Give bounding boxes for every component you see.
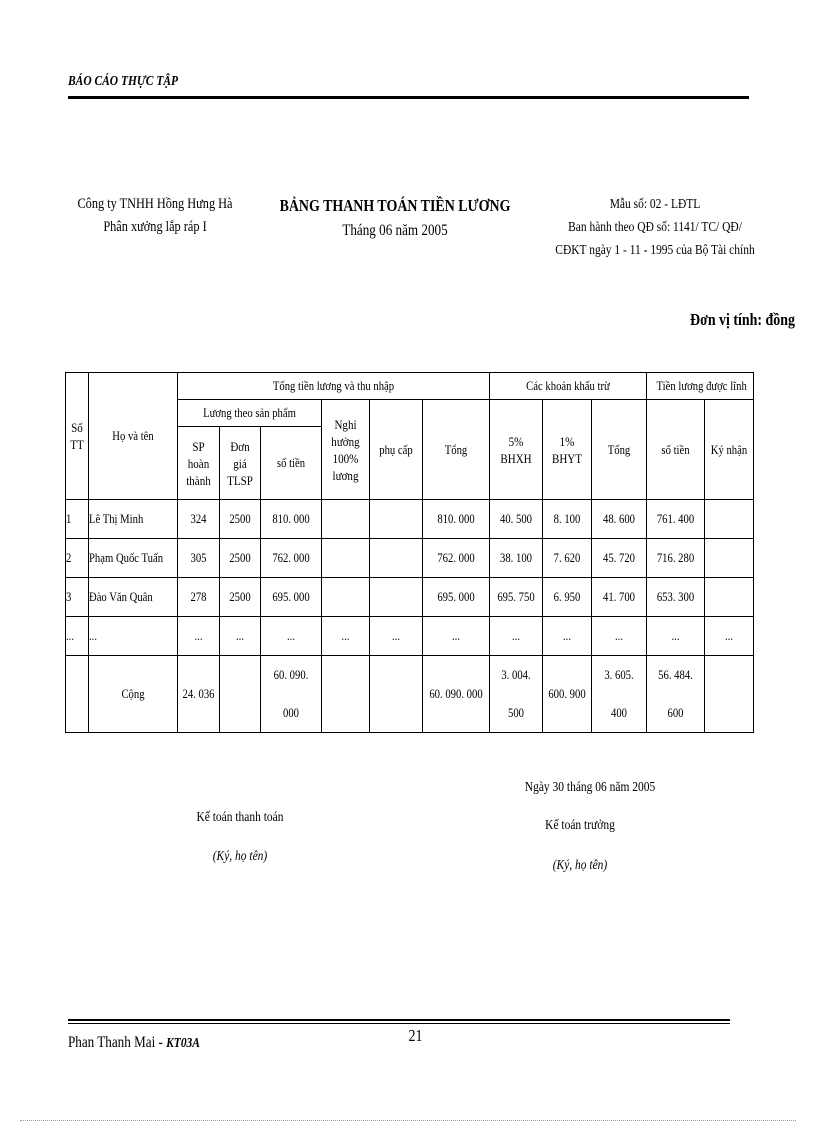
col-header-received-amount: số tiền (647, 400, 705, 500)
cell-amount: 810. 000 (261, 500, 322, 539)
document-title: BẢNG THANH TOÁN TIỀN LƯƠNG (279, 196, 511, 215)
document-period: Tháng 06 năm 2005 (342, 222, 448, 239)
header-rule (68, 96, 749, 99)
cell-deduct: 45. 720 (592, 539, 647, 578)
cell-bhxh: 38. 100 (490, 539, 543, 578)
cell-leave (322, 578, 370, 617)
cell-sign: ... (705, 617, 754, 656)
table-sum-row (66, 656, 754, 733)
col-header-leave: Nghỉ hưởng 100% lương (322, 400, 370, 500)
cell-sum-bhyt: 600. 900 (543, 656, 592, 733)
payroll-table (65, 372, 754, 733)
cell-bhxh: 40. 500 (490, 500, 543, 539)
cell-sum-label: Cộng (89, 656, 178, 733)
company-name: Công ty TNHH Hồng Hưng Hà (77, 196, 233, 212)
cell-stt: 3 (66, 578, 89, 617)
cell-price: 2500 (220, 578, 261, 617)
cell-price: 2500 (220, 500, 261, 539)
cell-sp: 278 (178, 578, 220, 617)
form-info-block (510, 193, 800, 262)
cell-stt: 2 (66, 539, 89, 578)
cell-sp: ... (178, 617, 220, 656)
cell-leave: ... (322, 617, 370, 656)
form-decree-line2: CĐKT ngày 1 - 11 - 1995 của Bộ Tài chính (555, 243, 755, 258)
cell-total: ... (423, 617, 490, 656)
cell-sum-total: 60. 090. 000 (423, 656, 490, 733)
cell-total: 810. 000 (423, 500, 490, 539)
col-header-received-group: Tiền lương được lĩnh (647, 373, 754, 400)
cell-sum-sp: 24. 036 (178, 656, 220, 733)
cell-sum-price (220, 656, 261, 733)
company-block (40, 193, 270, 239)
table-row (66, 539, 754, 578)
cell-total: 695. 000 (423, 578, 490, 617)
col-header-allowance: phụ cấp (370, 400, 423, 500)
cell-sp: 324 (178, 500, 220, 539)
table-row-ellipsis (66, 617, 754, 656)
cell-sign (705, 500, 754, 539)
cell-bhyt: 8. 100 (543, 500, 592, 539)
cell-received: 761. 400 (647, 500, 705, 539)
cell-name: ... (89, 617, 178, 656)
cell-received: 653. 300 (647, 578, 705, 617)
cell-name: Lê Thị Minh (89, 500, 178, 539)
page-number: 21 (408, 1026, 422, 1045)
col-header-bhxh: 5% BHXH (490, 400, 543, 500)
col-header-stt: Số TT (66, 373, 89, 500)
cell-bhyt: 7. 620 (543, 539, 592, 578)
cell-leave (322, 539, 370, 578)
document-title-block (250, 193, 540, 243)
col-header-amount: số tiền (261, 427, 322, 500)
cell-sp: 305 (178, 539, 220, 578)
cell-stt (66, 656, 89, 733)
cell-amount: 762. 000 (261, 539, 322, 578)
left-signature-title: Kế toán thanh toán (196, 810, 284, 825)
col-header-signature: Ký nhận (705, 400, 754, 500)
col-header-deduct-total: Tổng (592, 400, 647, 500)
col-header-income-total: Tổng (423, 400, 490, 500)
col-header-product-group: Lương theo sản phẩm (178, 400, 322, 427)
footer-author: Phan Thanh Mai - KT03A (68, 1034, 200, 1051)
signature-date: Ngày 30 tháng 06 năm 2005 (524, 780, 656, 795)
report-header-label: BÁO CÁO THỰC TẬP (68, 74, 179, 89)
cell-sum-bhxh: 3. 004. 500 (490, 656, 543, 733)
cell-sum-amount: 60. 090. 000 (261, 656, 322, 733)
cell-deduct: 48. 600 (592, 500, 647, 539)
cell-allowance (370, 539, 423, 578)
cell-sum-sign (705, 656, 754, 733)
cell-bhxh: ... (490, 617, 543, 656)
left-signature-note: (Ký, họ tên) (212, 849, 268, 864)
cell-sum-deduct: 3. 605. 400 (592, 656, 647, 733)
cell-leave (322, 500, 370, 539)
right-signature-note: (Ký, họ tên) (552, 858, 608, 873)
form-decree-line1: Ban hành theo QĐ số: 1141/ TC/ QĐ/ (568, 220, 742, 235)
cell-sum-received: 56. 484. 600 (647, 656, 705, 733)
page-bottom-dotted-line (20, 1120, 796, 1121)
cell-price: ... (220, 617, 261, 656)
cell-name: Phạm Quốc Tuấn (89, 539, 178, 578)
cell-deduct: ... (592, 617, 647, 656)
cell-price: 2500 (220, 539, 261, 578)
col-header-sp-done: SP hoàn thành (178, 427, 220, 500)
cell-amount: 695. 000 (261, 578, 322, 617)
cell-sum-allowance (370, 656, 423, 733)
cell-received: 716. 280 (647, 539, 705, 578)
cell-deduct: 41. 700 (592, 578, 647, 617)
cell-allowance (370, 500, 423, 539)
footer-rule-thin (68, 1023, 730, 1024)
unit-label: Đơn vị tính: đồng (690, 310, 795, 329)
right-signature-title: Kế toán trưởng (545, 818, 615, 833)
footer-rule (68, 1019, 730, 1021)
col-header-income-group: Tổng tiền lương và thu nhập (178, 373, 490, 400)
header-row-1 (66, 373, 754, 400)
cell-sum-leave (322, 656, 370, 733)
cell-total: 762. 000 (423, 539, 490, 578)
form-code: Mẫu số: 02 - LĐTL (609, 197, 701, 212)
cell-name: Đào Văn Quân (89, 578, 178, 617)
table-row (66, 578, 754, 617)
cell-stt: 1 (66, 500, 89, 539)
cell-received: ... (647, 617, 705, 656)
footer-class: KT03A (166, 1036, 200, 1051)
col-header-bhyt: 1% BHYT (543, 400, 592, 500)
cell-allowance (370, 578, 423, 617)
company-division: Phân xưởng lắp ráp I (103, 219, 207, 235)
cell-stt: ... (66, 617, 89, 656)
table-row (66, 500, 754, 539)
col-header-name: Họ và tên (89, 373, 178, 500)
cell-sign (705, 578, 754, 617)
cell-allowance: ... (370, 617, 423, 656)
cell-bhyt: 6. 950 (543, 578, 592, 617)
col-header-deduction-group: Các khoản khấu trừ (490, 373, 647, 400)
cell-bhxh: 695. 750 (490, 578, 543, 617)
col-header-unit-price: Đơn giá TLSP (220, 427, 261, 500)
cell-sign (705, 539, 754, 578)
cell-amount: ... (261, 617, 322, 656)
cell-bhyt: ... (543, 617, 592, 656)
